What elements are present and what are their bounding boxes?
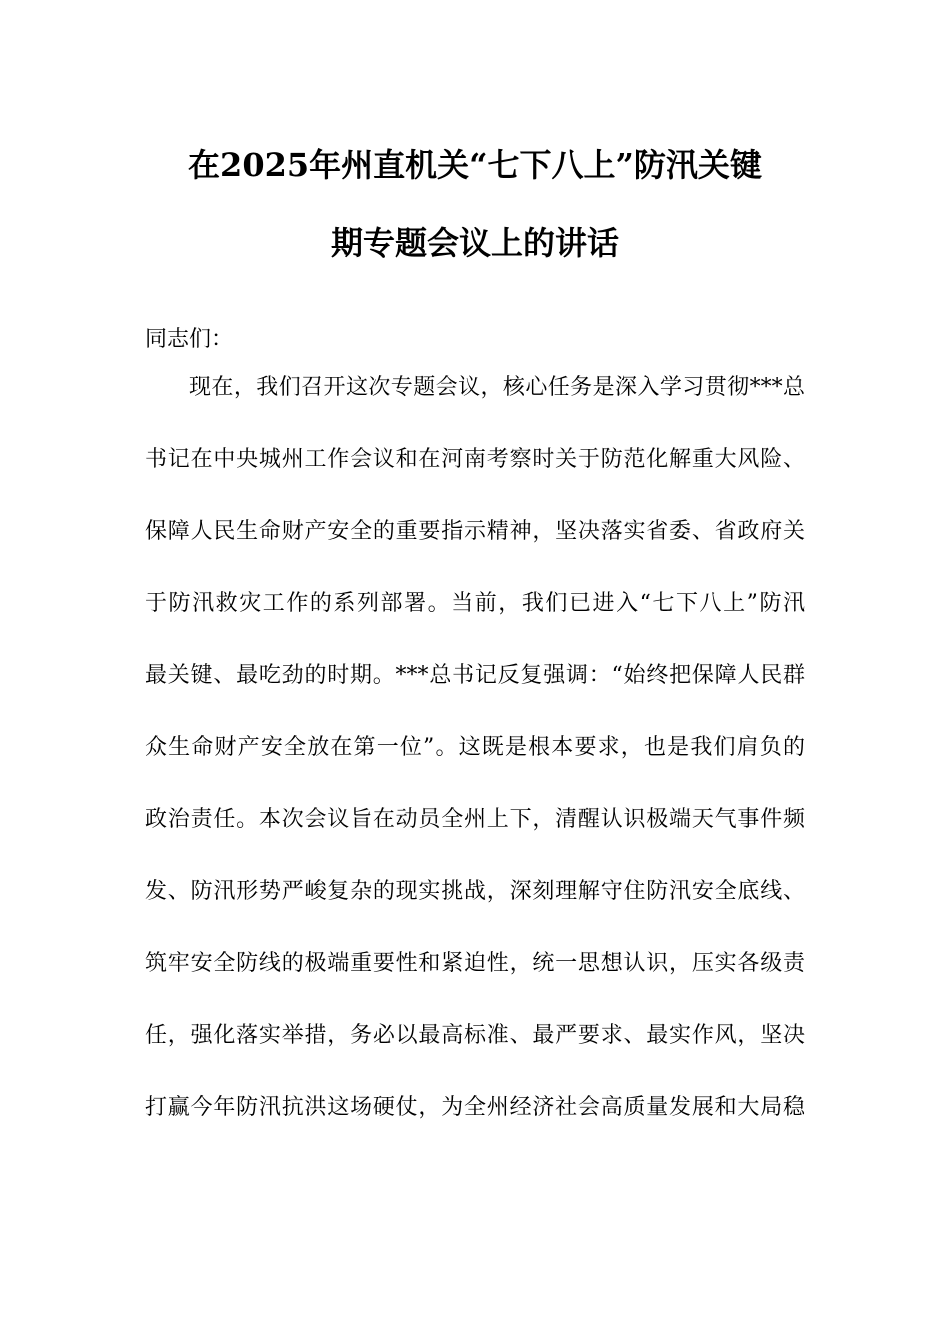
body-line: 保障人民生命财产安全的重要指示精神，坚决落实省委、省政府关 xyxy=(145,519,805,544)
body-line: 筑牢安全防线的极端重要性和紧迫性，统一思想认识，压实各级责 xyxy=(145,951,805,976)
body-line: 于防汛救灾工作的系列部署。当前，我们已进入“七下八上”防汛 xyxy=(145,591,805,616)
body-line: 众生命财产安全放在第一位”。这既是根本要求，也是我们肩负的 xyxy=(145,735,805,760)
body-line: 最关键、最吃劲的时期。***总书记反复强调：“始终把保障人民群 xyxy=(145,663,805,688)
salutation: 同志们： xyxy=(145,327,234,352)
body-line: 打赢今年防汛抗洪这场硬仗，为全州经济社会高质量发展和大局稳 xyxy=(145,1095,805,1120)
body-line: 书记在中央城州工作会议和在河南考察时关于防范化解重大风险、 xyxy=(145,447,805,472)
body-line: 发、防汛形势严峻复杂的现实挑战，深刻理解守住防汛安全底线、 xyxy=(145,879,805,904)
title-line-1: 在2025年州直机关“七下八上”防汛关键 xyxy=(188,146,762,184)
title-line-2: 期专题会议上的讲话 xyxy=(330,224,619,262)
body-line: 现在，我们召开这次专题会议，核心任务是深入学习贯彻***总 xyxy=(189,375,805,400)
body-line: 任，强化落实举措，务必以最高标准、最严要求、最实作风，坚决 xyxy=(145,1023,805,1048)
body-line: 政治责任。本次会议旨在动员全州上下，清醒认识极端天气事件频 xyxy=(145,807,805,832)
